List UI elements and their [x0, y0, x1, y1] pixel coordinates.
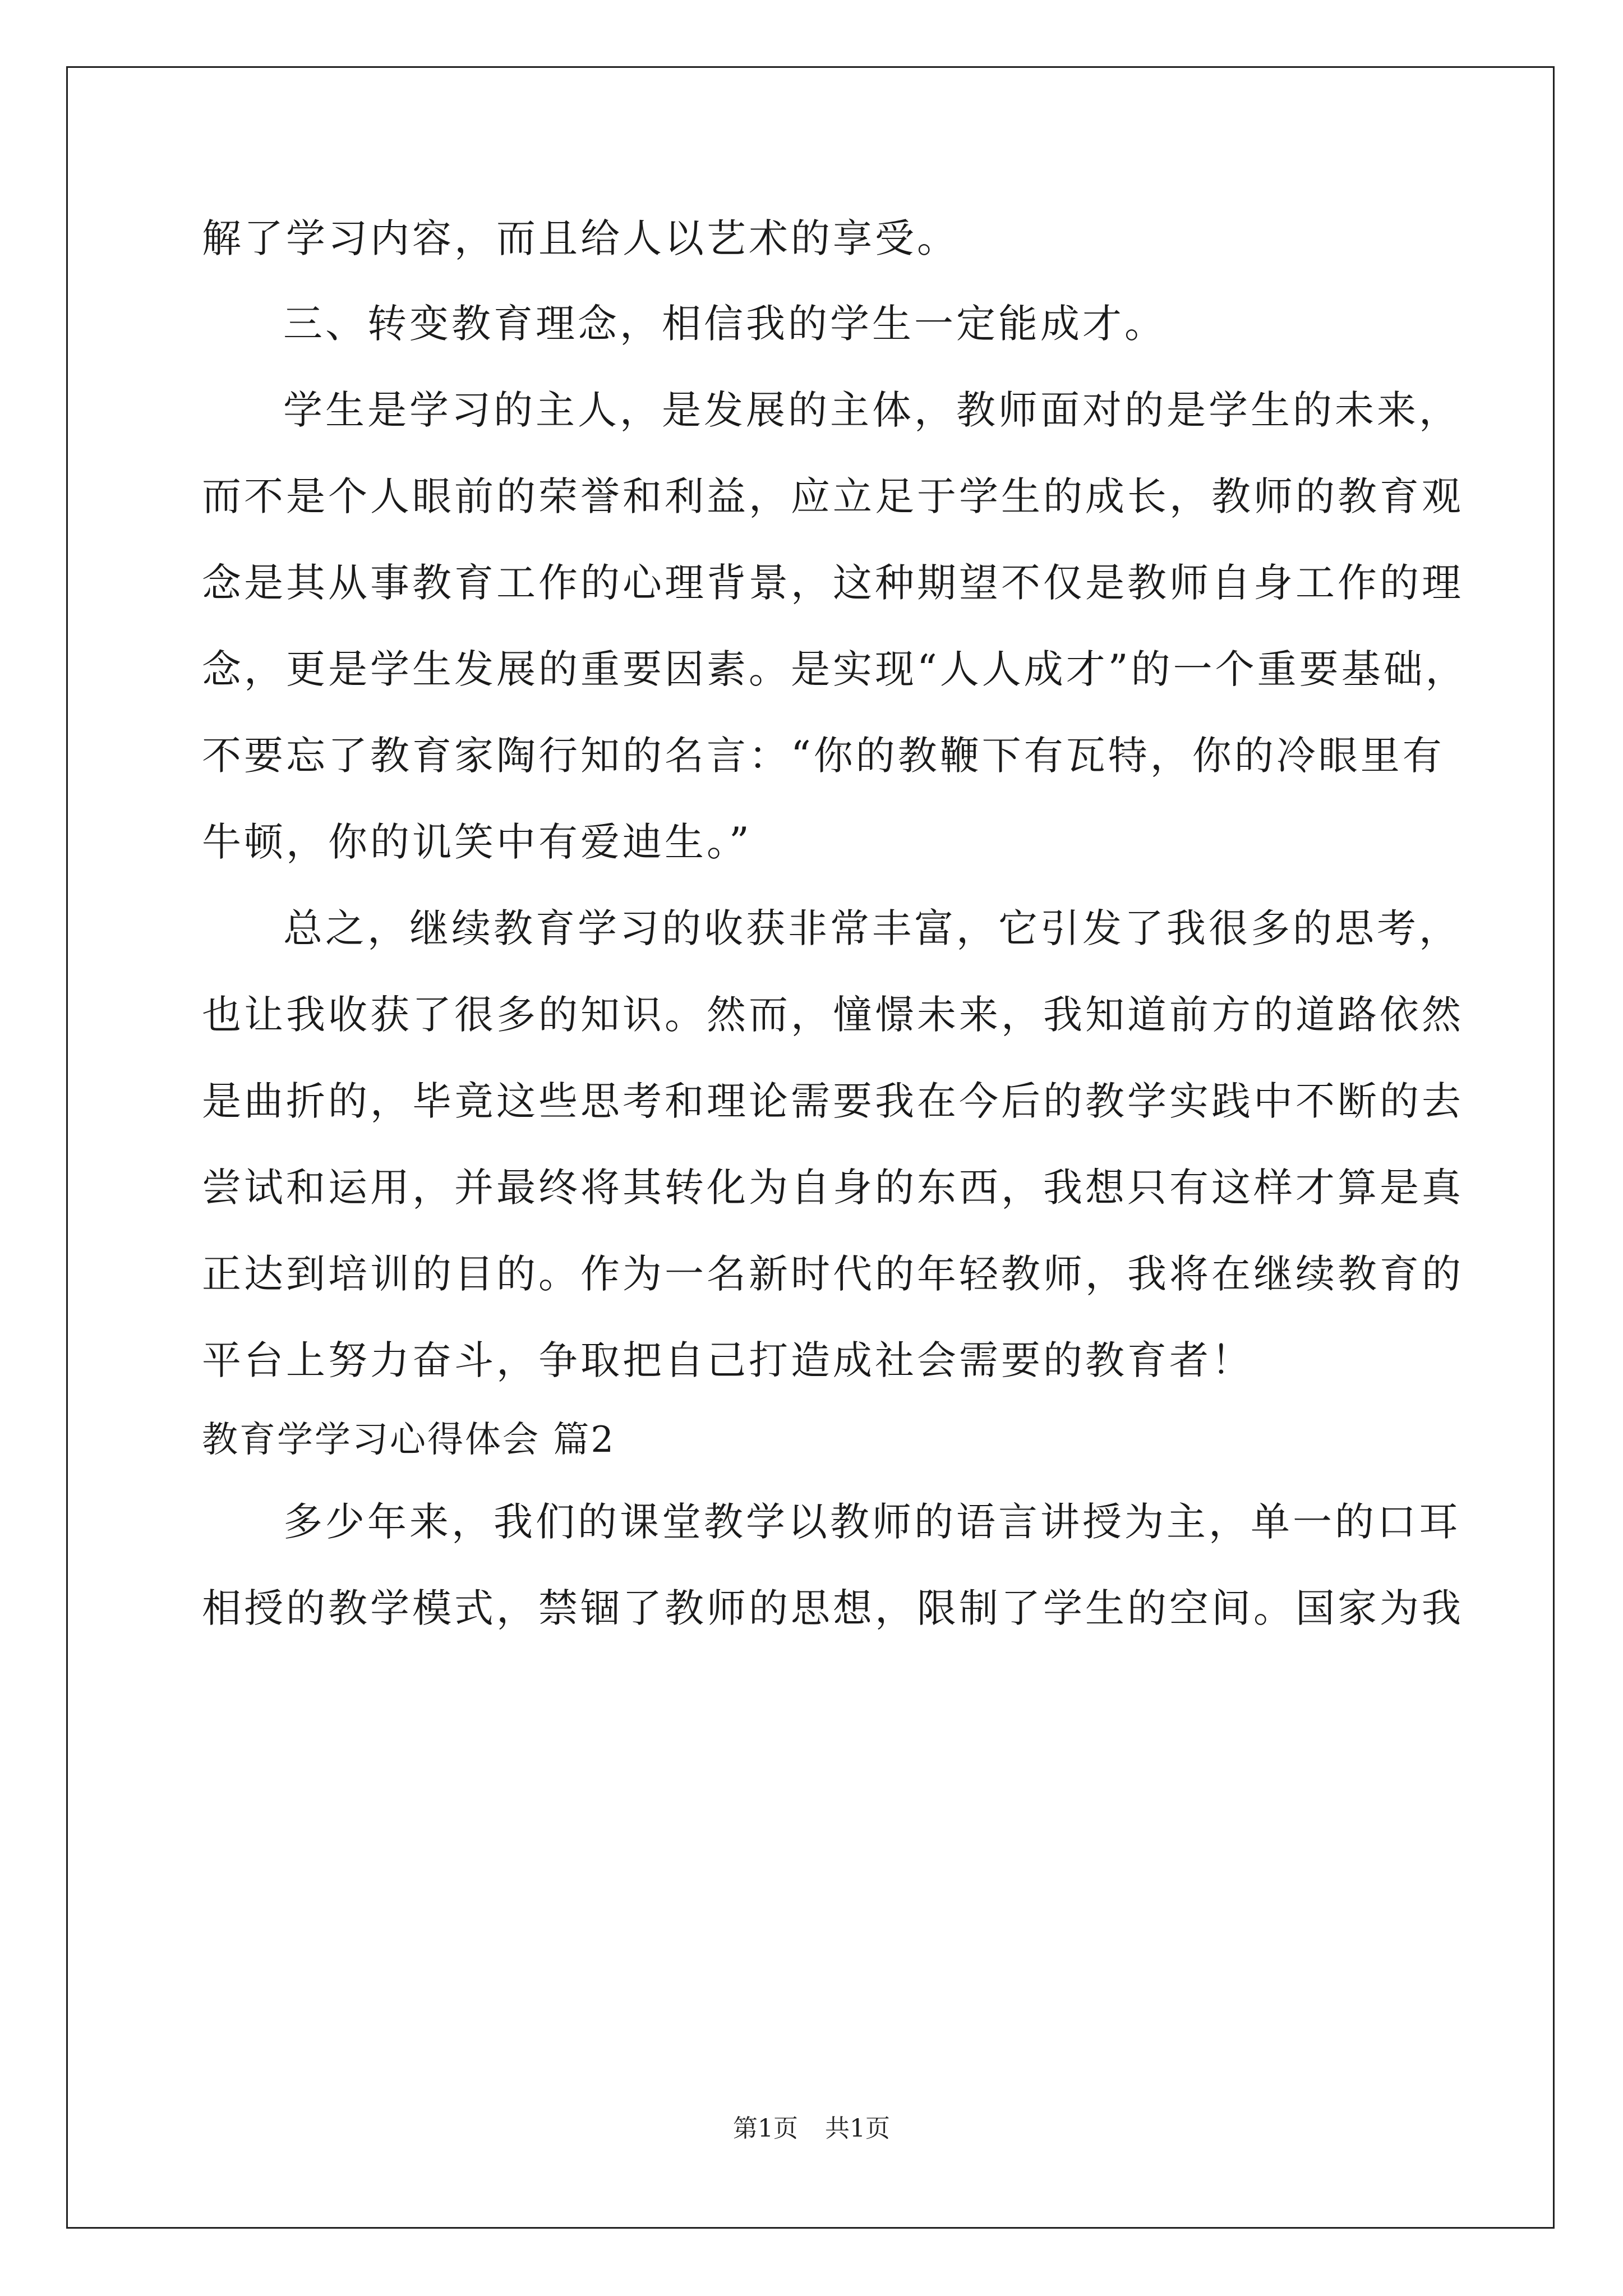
paragraph-line: 多少年来，我们的课堂教学以教师的语言讲授为主，单一的口耳 — [283, 1499, 1461, 1545]
paragraph-line: 牛顿，你的讥笑中有爱迪生。” — [202, 819, 752, 865]
paragraph-line: 念是其从事教育工作的心理背景，这种期望不仅是教师自身工作的理 — [202, 560, 1464, 606]
paragraph-line: 是曲折的，毕竟这些思考和理论需要我在今后的教学实践中不断的去 — [202, 1078, 1464, 1124]
page-number: 第1页 — [733, 2114, 798, 2143]
paragraph-line: 正达到培训的目的。作为一名新时代的年轻教师，我将在继续教育的 — [202, 1251, 1464, 1297]
paragraph-line: 相授的教学模式，禁锢了教师的思想，限制了学生的空间。国家为我 — [202, 1585, 1464, 1631]
paragraph-line: 学生是学习的主人，是发展的主体，教师面对的是学生的未来， — [283, 387, 1461, 433]
section-heading: 教育学学习心得体会 篇2 — [202, 1419, 616, 1461]
section-point-three: 三、转变教育理念，相信我的学生一定能成才。 — [283, 301, 1166, 347]
paragraph-line: 解了学习内容，而且给人以艺术的享受。 — [202, 215, 959, 261]
paragraph-line: 不要忘了教育家陶行知的名言：“你的教鞭下有瓦特，你的冷眼里有 — [202, 733, 1445, 779]
page-total: 共1页 — [825, 2114, 890, 2143]
paragraph-line: 而不是个人眼前的荣誉和利益，应立足于学生的成长，教师的教育观 — [202, 473, 1464, 519]
paragraph-line: 平台上努力奋斗，争取把自己打造成社会需要的教育者！ — [202, 1337, 1253, 1383]
paragraph-line: 尝试和运用，并最终将其转化为自身的东西，我想只有这样才算是真 — [202, 1165, 1464, 1211]
paragraph-line: 总之，继续教育学习的收获非常丰富，它引发了我很多的思考， — [283, 905, 1461, 951]
page-footer — [0, 2112, 1623, 2146]
paragraph-line: 也让我收获了很多的知识。然而，憧憬未来，我知道前方的道路依然 — [202, 992, 1464, 1038]
paragraph-line: 念，更是学生发展的重要因素。是实现“人人成才”的一个重要基础， — [202, 646, 1468, 692]
